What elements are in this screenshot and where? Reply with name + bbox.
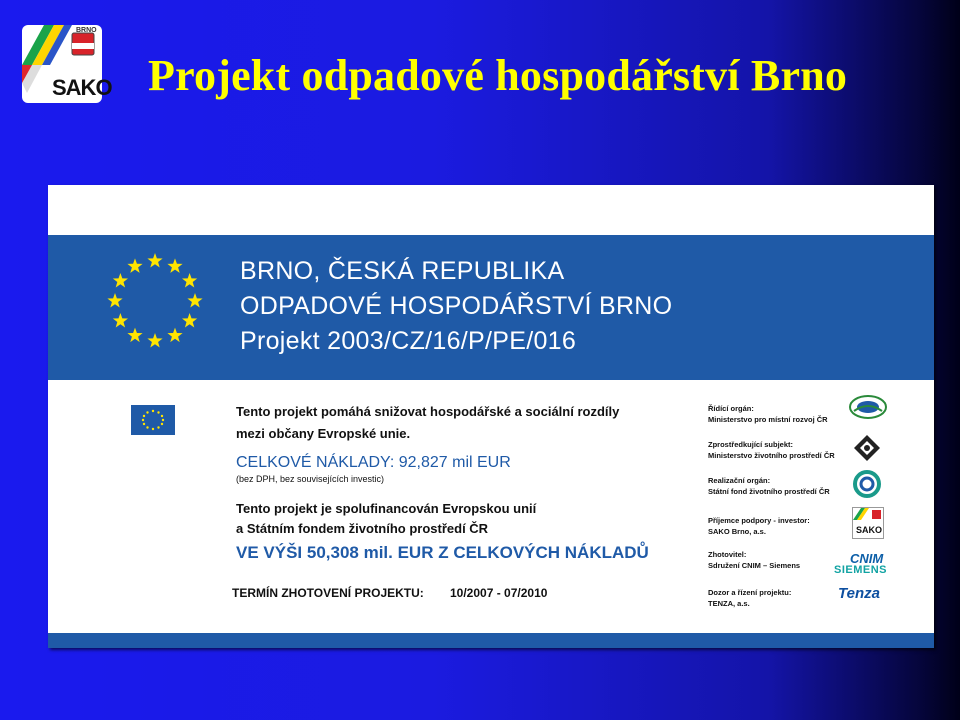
sako-small-logo	[852, 507, 884, 539]
cnim-logo: CNIM	[850, 551, 884, 566]
eu-flag-icon	[131, 405, 175, 435]
band-line-city: BRNO, ČESKÁ REPUBLIKA	[240, 257, 565, 285]
slide-title: Projekt odpadové hospodářství Brno	[148, 51, 848, 100]
billboard-footer-band	[48, 633, 934, 648]
total-costs-note: (bez DPH, bez souvisejících investic)	[236, 474, 385, 484]
sfzp-logo-icon	[852, 469, 882, 499]
party-role: Dozor a řízení projektu:	[708, 588, 792, 597]
mzp-logo-icon	[852, 433, 882, 463]
total-costs: CELKOVÉ NÁKLADY: 92,827 mil EUR	[236, 454, 511, 471]
band-line-project-name: ODPADOVÉ HOSPODÁŘSTVÍ BRNO	[240, 292, 673, 320]
cofinance-line-2: a Státním fondem životního prostředí ČR	[236, 521, 489, 536]
party-name: TENZA, a.s.	[708, 599, 750, 608]
party-name: Ministerstvo pro místní rozvoj ČR	[708, 415, 828, 424]
party-name: SAKO Brno, a.s.	[708, 527, 766, 536]
party-name: Ministerstvo životního prostředí ČR	[708, 451, 835, 460]
party-role: Řídící orgán:	[708, 404, 754, 413]
billboard-header-band	[48, 235, 934, 380]
deadline-label: TERMÍN ZHOTOVENÍ PROJEKTU:	[232, 586, 424, 600]
tenza-logo: Tenza	[838, 585, 880, 602]
cofinance-line-1: Tento projekt je spolufinancován Evropskou unií	[236, 501, 537, 516]
party-name: Sdružení CNIM – Siemens	[708, 561, 801, 570]
sako-small-logo-text: SAKO	[856, 525, 883, 535]
intro-line-2: mezi občany Evropské unie.	[236, 426, 411, 441]
sako-logo	[22, 25, 112, 103]
party-name: Státní fond životního prostředí ČR	[708, 487, 830, 496]
sako-logo-city: BRNO	[76, 27, 97, 34]
sako-small-stripes-icon	[853, 508, 883, 526]
band-line-project-code: Projekt 2003/CZ/16/P/PE/016	[240, 327, 577, 355]
party-role: Zhotovitel:	[708, 550, 747, 559]
party-role: Zprostředkující subjekt:	[708, 440, 794, 449]
eu-stars-icon	[103, 249, 207, 353]
party-role: Realizační orgán:	[708, 476, 771, 485]
party-role: Příjemce podpory - investor:	[708, 516, 810, 525]
mmr-logo-icon	[848, 393, 888, 421]
sako-logo-text: SAKO	[52, 75, 112, 100]
billboard-panel	[48, 185, 934, 648]
siemens-logo: SIEMENS	[834, 564, 888, 576]
intro-line-1: Tento projekt pomáhá snižovat hospodářské a sociální rozdíly	[236, 404, 620, 419]
deadline-value: 10/2007 - 07/2010	[450, 586, 548, 600]
eu-share: VE VÝŠI 50,308 mil. EUR Z CELKOVÝCH NÁKLADŮ	[236, 543, 649, 562]
